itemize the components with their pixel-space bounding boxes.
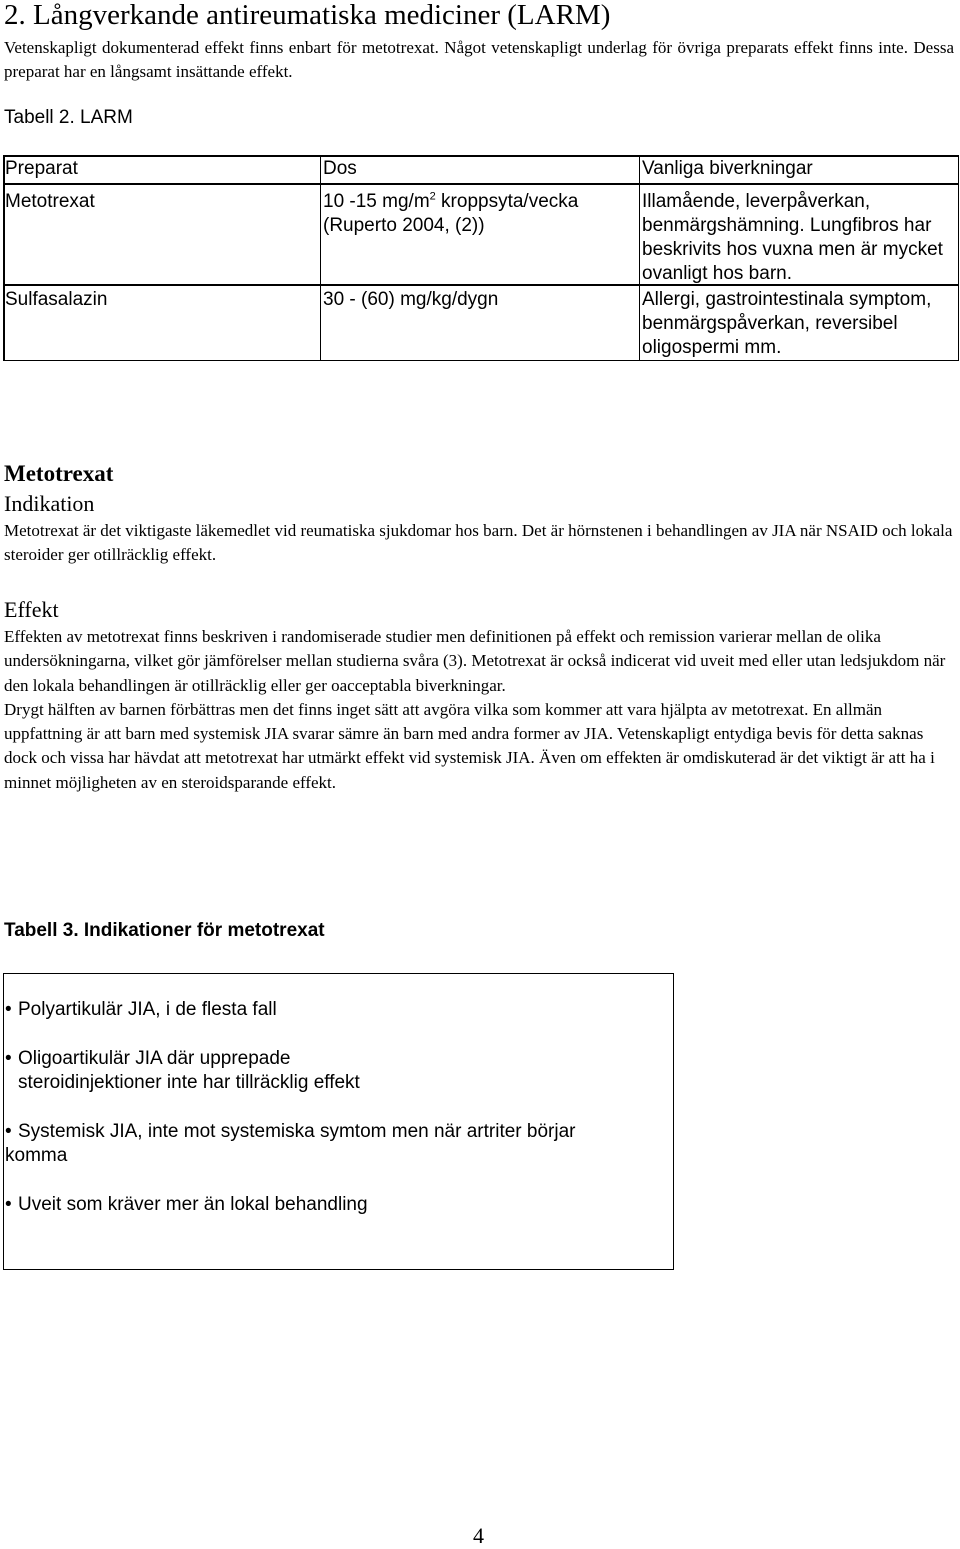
- indication-item: • Uveit som kräver mer än lokal behandling: [5, 1194, 368, 1215]
- larm-table: [3, 155, 959, 361]
- effekt-title: Effekt: [4, 597, 59, 622]
- bullet-icon: •: [5, 1121, 12, 1142]
- page-number: 4: [473, 1523, 484, 1548]
- row2-dos: 30 - (60) mg/kg/dygn: [323, 289, 499, 310]
- indikationer-box: [3, 973, 674, 1270]
- table2-caption: Tabell 2. LARM: [4, 107, 133, 128]
- row2-biverkningar: Allergi, gastrointestinala symptom, benmärgspåverkan, reversibel oligospermi mm.: [642, 289, 932, 358]
- row1-biverkningar: Illamående, leverpåverkan, benmärgshämning. Lungfibros har beskrivits hos vuxna men är mycket ovanligt hos barn.: [642, 191, 943, 284]
- effekt-paragraph-1: Effekten av metotrexat finns beskriven i randomiserade studier men definitionen på effekt och remission varierar mellan de olika undersökningarna, vilket gör jämförelser mellan studierna svåra (3). Metotrexat är också indicerat vid uveit med eller utan ledsjukdom när den lokala behandlingen är otillräcklig eller ger oacceptabla biverkningar.: [4, 627, 946, 695]
- bullet-icon: •: [5, 999, 12, 1020]
- row2-preparat: Sulfasalazin: [5, 289, 108, 310]
- bullet-icon: •: [5, 1194, 12, 1215]
- indication-item: • Polyartikulär JIA, i de flesta fall: [5, 999, 277, 1020]
- indication-item: • Oligoartikulär JIA där upprepade steroidinjektioner inte har tillräcklig effekt: [5, 1048, 360, 1093]
- indication-item: • Systemisk JIA, inte mot systemiska symtom men när artriter börjar komma: [5, 1121, 576, 1166]
- header-preparat: Preparat: [5, 158, 78, 179]
- effekt-paragraph-2: Drygt hälften av barnen förbättras men det finns inget sätt att avgöra vilka som kommer att vara hjälpta av metotrexat. En allmän uppfattning är att barn med systemisk JIA svarar sämre än barn med andra former av JIA. Vetenskapligt entydiga bevis för detta saknas dock och vissa har hävdat att metotrexat har utmärkt effekt vid systemisk JIA. Även om effekten är omdiskuterad är det viktigt är att ha i minnet möjligheten av en steroidsparande effekt.: [4, 699, 935, 792]
- indikation-title: Indikation: [4, 491, 95, 516]
- intro-paragraph: Vetenskapligt dokumenterad effekt finns enbart för metotrexat. Något vetenskapligt underlag för övriga preparats effekt finns inte. Dessa preparat har en långsamt insättande effekt.: [4, 38, 954, 81]
- header-dos: Dos: [323, 158, 357, 179]
- metotrexat-title: Metotrexat: [4, 461, 114, 486]
- indikation-paragraph: Metotrexat är det viktigaste läkemedlet vid reumatiska sjukdomar hos barn. Det är hörnstenen i behandlingen av JIA när NSAID och lokala steroider ger otillräcklig effekt.: [4, 521, 953, 564]
- row1-dos: 10 -15 $mg/m^2$ kroppsyta/vecka (Ruperto 2004, (2)): [323, 190, 579, 236]
- table3-caption: Tabell 3. Indikationer för metotrexat: [4, 920, 325, 941]
- effekt-body: [4, 625, 956, 795]
- row1-preparat: Metotrexat: [5, 191, 95, 212]
- bullet-icon: •: [5, 1048, 12, 1069]
- header-biverkningar: Vanliga biverkningar: [642, 158, 813, 179]
- section-heading: 2. Långverkande antireumatiska mediciner (LARM): [4, 0, 611, 31]
